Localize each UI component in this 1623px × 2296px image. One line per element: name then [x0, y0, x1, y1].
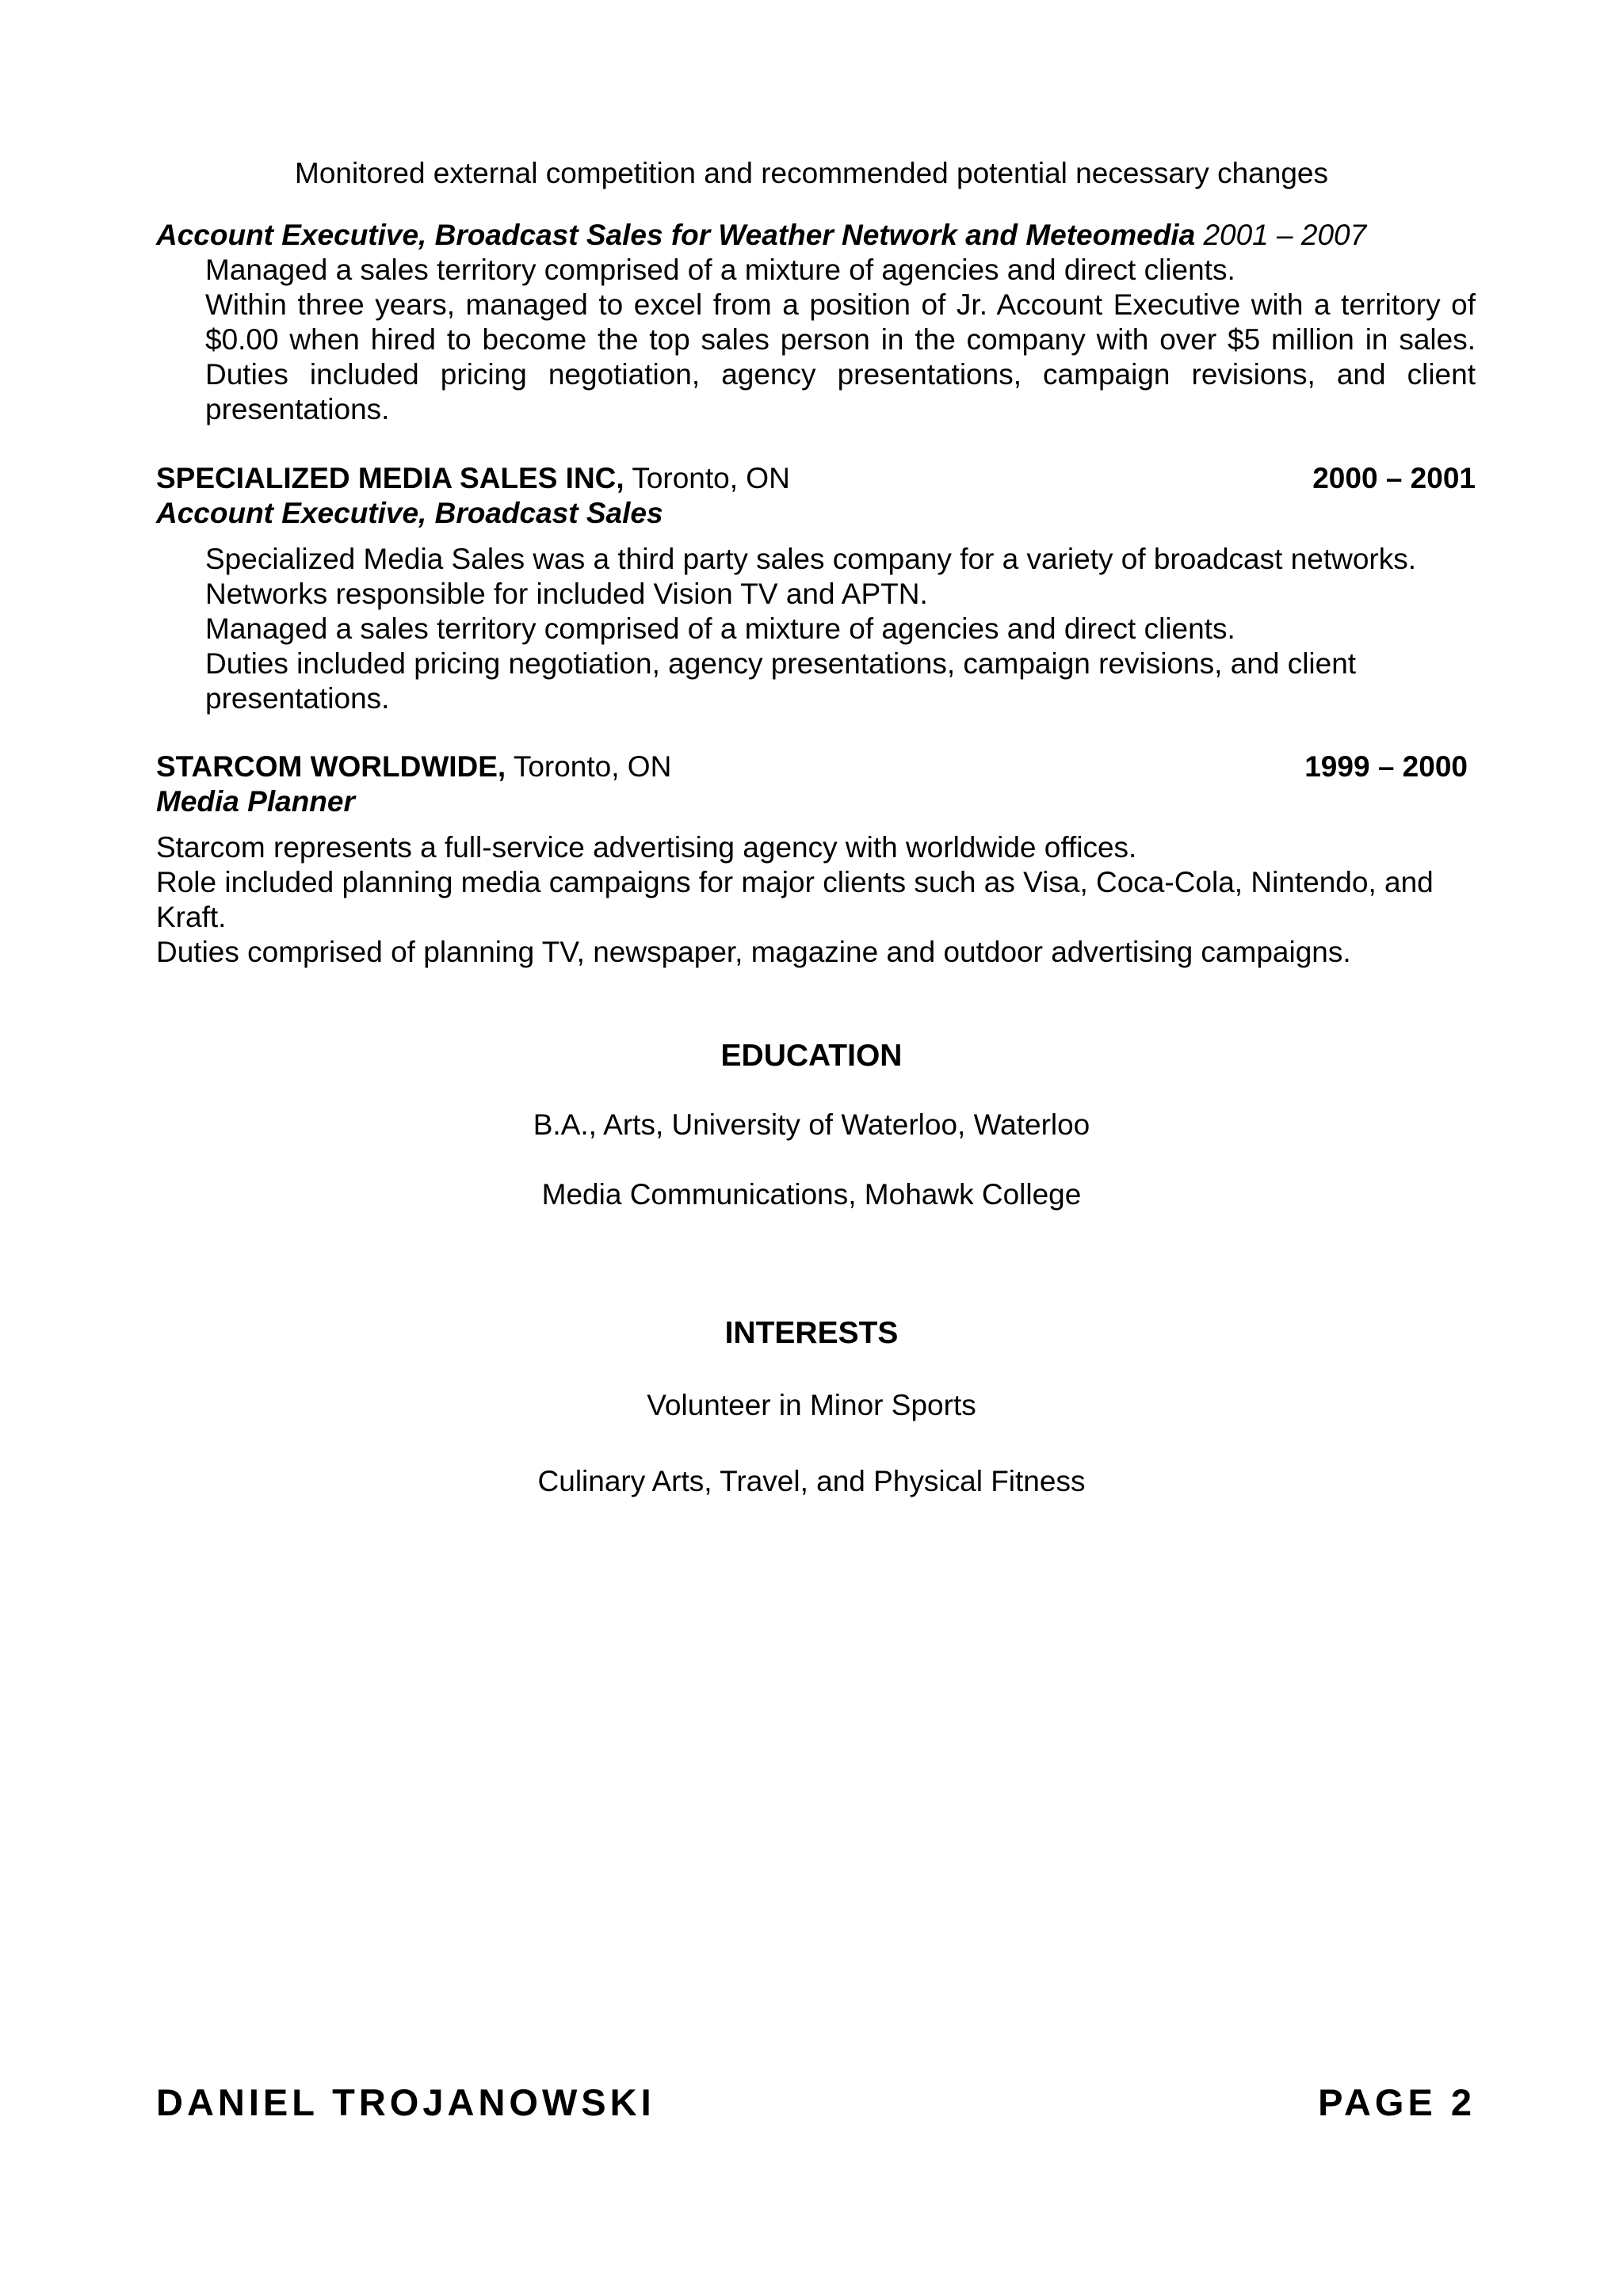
job1-title: Account Executive, Broadcast Sales for Weather Network and Meteomedia — [156, 219, 1196, 251]
job3-bullet: Kraft. — [156, 901, 227, 933]
footer-page-number: PAGE 2 — [1318, 2081, 1476, 2123]
job2-bullet: presentations. — [205, 682, 390, 715]
job3-dates: 1999 – 2000 — [1304, 750, 1468, 783]
job2-bullet: Specialized Media Sales was a third party sales company for a variety of broadcast networks. — [205, 543, 1417, 575]
job3-location: Toronto, ON — [513, 750, 672, 783]
continued-bullet: Monitored external competition and recommended potential necessary changes — [295, 157, 1328, 189]
interests-item: Culinary Arts, Travel, and Physical Fitness — [537, 1465, 1086, 1497]
education-item: Media Communications, Mohawk College — [541, 1178, 1082, 1211]
job1-dates: 2001 – 2007 — [1203, 219, 1367, 251]
job3-bullet: Role included planning media campaigns for major clients such as Visa, Coca-Cola, Nintendo, and — [156, 866, 1434, 898]
job2-bullet: Networks responsible for included Vision TV and APTN. — [205, 578, 928, 610]
job2-heading — [156, 461, 790, 496]
interests-heading: INTERESTS — [724, 1316, 899, 1350]
job1-bullet: presentations. — [205, 393, 390, 425]
job1-bullet: $0.00 when hired to become the top sales person in the company with over $5 million in sales. — [205, 323, 1476, 356]
education-item: B.A., Arts, University of Waterloo, Waterloo — [533, 1108, 1090, 1141]
job3-bullet: Starcom represents a full-service advertising agency with worldwide offices. — [156, 831, 1137, 864]
interests-item: Volunteer in Minor Sports — [647, 1389, 976, 1421]
job3-heading — [156, 749, 671, 784]
job1-bullet: Managed a sales territory comprised of a mixture of agencies and direct clients. — [205, 254, 1235, 286]
job1-bullet: Duties included pricing negotiation, agency presentations, campaign revisions, and client — [205, 358, 1476, 391]
job3-bullet: Duties comprised of planning TV, newspaper, magazine and outdoor advertising campaigns. — [156, 936, 1351, 968]
job2-bullet: Managed a sales territory comprised of a mixture of agencies and direct clients. — [205, 612, 1235, 645]
job3-title: Media Planner — [156, 785, 355, 818]
job2-location: Toronto, ON — [632, 462, 790, 494]
job3-company: STARCOM WORLDWIDE, — [156, 750, 506, 783]
job2-bullet: Duties included pricing negotiation, agency presentations, campaign revisions, and client — [205, 647, 1357, 680]
footer-name: DANIEL TROJANOWSKI — [156, 2081, 655, 2123]
job2-company: SPECIALIZED MEDIA SALES INC, — [156, 462, 624, 494]
job2-title: Account Executive, Broadcast Sales — [156, 497, 663, 529]
job1-heading — [156, 218, 1366, 253]
job1-bullet: Within three years, managed to excel from a position of Jr. Account Executive with a territory of — [205, 288, 1476, 321]
education-heading: EDUCATION — [720, 1039, 903, 1073]
job2-dates: 2000 – 2001 — [1312, 462, 1476, 494]
